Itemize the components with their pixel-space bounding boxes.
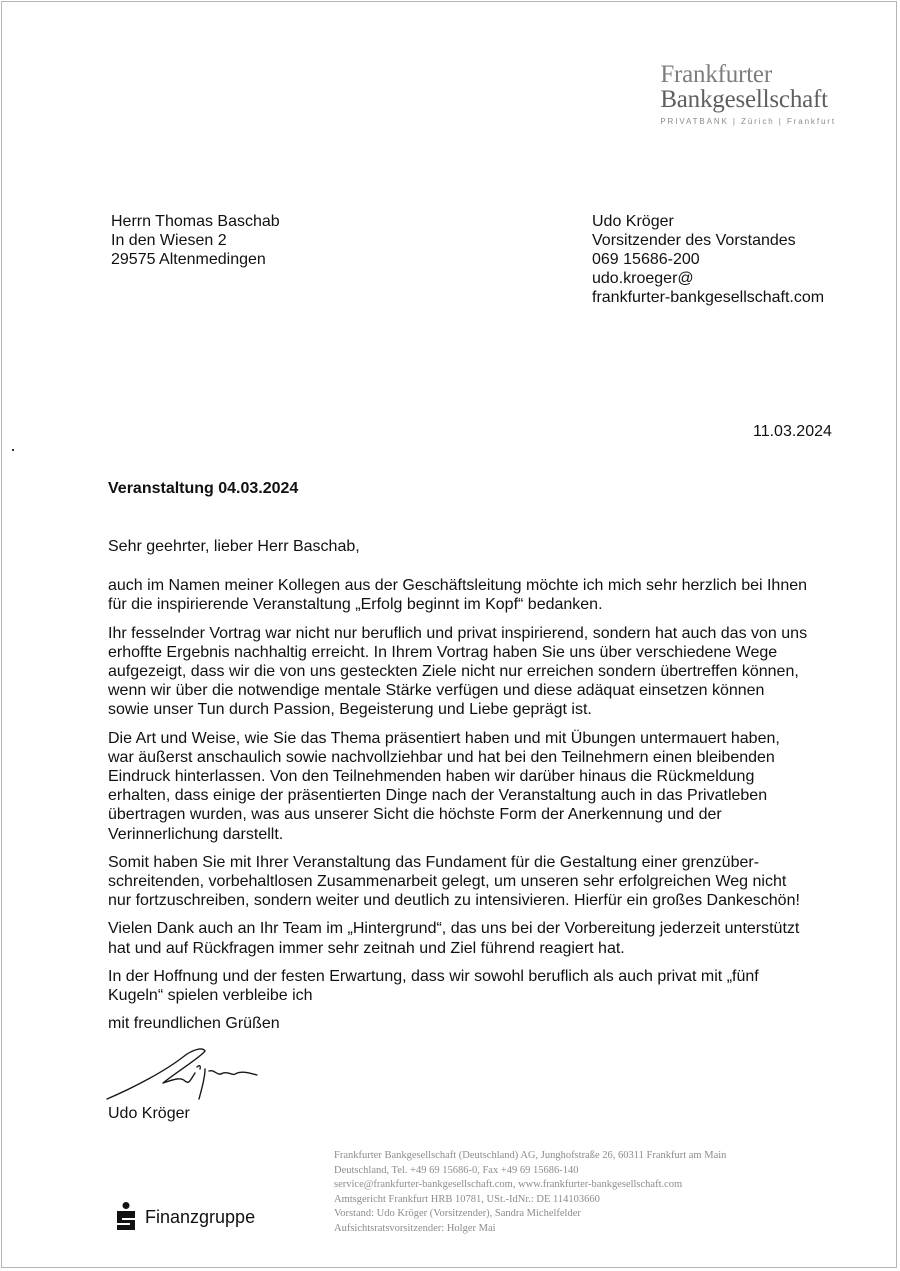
- logo-word-bankgesellschaft: Bankgesellschaft: [660, 86, 828, 113]
- recipient-street: In den Wiesen 2: [111, 232, 227, 249]
- letter-body: [108, 537, 843, 1042]
- signer-name: Udo Kröger: [108, 1105, 190, 1122]
- imprint-line: Aufsichtsratsvorsitzender: Holger Mai: [334, 1222, 496, 1234]
- paragraph: [108, 576, 843, 614]
- recipient-city: 29575 Altenmedingen: [111, 251, 266, 268]
- body-line: Somit haben Sie mit Ihrer Veranstaltung das Fundament für die Gestaltung einer grenzüber-: [108, 853, 760, 871]
- body-line: Verinnerlichung darstellt.: [108, 825, 284, 843]
- body-line: In der Hoffnung und der festen Erwartung, dass wir sowohl beruflich als auch privat mit „fünf: [108, 967, 759, 985]
- paragraph: [108, 624, 843, 720]
- sender-email-domain: frankfurter-bankgesellschaft.com: [592, 289, 825, 306]
- body-line: auch im Namen meiner Kollegen aus der Geschäftsleitung möchte ich mich sehr herzlich bei Ihnen: [108, 577, 808, 595]
- imprint-line: Frankfurter Bankgesellschaft (Deutschland) AG, Junghofstraße 26, 60311 Frankfurt am Main: [334, 1150, 727, 1161]
- bank-logo: [660, 62, 836, 126]
- imprint-line: Amtsgericht Frankfurt HRB 10781, USt.-IdNr.: DE 114103660: [334, 1193, 600, 1205]
- sender-contact: [592, 212, 824, 307]
- letter-subject: Veranstaltung 04.03.2024: [108, 480, 299, 497]
- recipient-name: Herrn Thomas Baschab: [111, 213, 280, 230]
- body-line: nur fortzuschreiben, sondern weiter und deutlich zu intensivieren. Hierfür ein großes Dankeschön!: [108, 892, 800, 910]
- sender-name: Udo Kröger: [592, 213, 674, 230]
- body-line: Kugeln“ spielen verbleibe ich: [108, 987, 313, 1005]
- body-line: Ihr fesselnder Vortrag war nicht nur beruflich und privat inspirierend, sondern hat auch das von uns: [108, 624, 808, 642]
- closing: mit freundlichen Grüßen: [108, 1015, 280, 1033]
- body-line: wenn wir über die notwendige mentale Stärke verfügen und diese adäquat einsetzen können: [108, 682, 765, 700]
- logo-tagline: PRIVATBANK | Zürich | Frankfurt: [660, 117, 836, 126]
- body-line: erhalten, dass einige der präsentierten Dinge nach der Veranstaltung auch in das Privatleben: [108, 787, 768, 805]
- imprint-line: service@frankfurter-bankgesellschaft.com, www.frankfurter-bankgesellschaft.com: [334, 1179, 683, 1191]
- finanzgruppe-logo: [115, 1202, 255, 1232]
- body-line: schreitenden, vorbehaltlosen Zusammenarbeit gelegt, um unseren sehr erfolgreichen Weg nicht: [108, 873, 787, 891]
- body-line: war äußerst anschaulich sowie nachvollziehbar und hat bei den Teilnehmern einen bleibenden: [108, 748, 775, 766]
- paragraph: [108, 853, 843, 911]
- letter-date: 11.03.2024: [753, 423, 832, 440]
- imprint-line: Vorstand: Udo Kröger (Vorsitzender), Sandra Michelfelder: [334, 1208, 581, 1220]
- sender-email-user: udo.kroeger@: [592, 270, 694, 287]
- paragraph: [108, 729, 843, 844]
- body-line: sowie unser Tun durch Passion, Begeisterung und Liebe geprägt ist.: [108, 701, 592, 719]
- salutation: Sehr geehrter, lieber Herr Baschab,: [108, 538, 360, 555]
- body-line: erhoffte Ergebnis nachhaltig erreicht. In Ihrem Vortrag haben Sie uns über verschiedene Wege: [108, 643, 778, 661]
- company-imprint: [334, 1149, 726, 1237]
- sparkasse-s-icon: [115, 1202, 137, 1232]
- sender-phone: 069 15686-200: [592, 251, 700, 268]
- finanzgruppe-label: Finanzgruppe: [145, 1206, 256, 1227]
- body-line: Die Art und Weise, wie Sie das Thema präsentiert haben und mit Übungen untermauert haben,: [108, 729, 780, 747]
- body-line: Eindruck hinterlassen. Von den Teilnehmenden haben wir darüber hinaus die Rückmeldung: [108, 768, 755, 786]
- fold-mark: [12, 449, 14, 451]
- paragraph: [108, 967, 843, 1005]
- paragraph: [108, 919, 843, 957]
- body-line: übertragen wurden, was aus unserer Sicht die höchste Form der Anerkennung und der: [108, 806, 722, 824]
- logo-word-frankfurter: Frankfurter: [660, 61, 772, 88]
- handwritten-signature: [105, 1043, 265, 1107]
- body-line: aufgezeigt, dass wir die von uns gesteckten Ziele nicht nur erreichen sondern übertreffen können,: [108, 663, 799, 681]
- imprint-line: Deutschland, Tel. +49 69 15686-0, Fax +49 69 15686-140: [334, 1164, 579, 1176]
- body-line: hat und auf Rückfragen immer sehr zeitnah und Ziel führend reagiert hat.: [108, 939, 625, 957]
- recipient-address: [111, 212, 280, 269]
- body-line: für die inspirierende Veranstaltung „Erfolg beginnt im Kopf“ bedanken.: [108, 596, 603, 614]
- body-line: Vielen Dank auch an Ihr Team im „Hintergrund“, das uns bei der Vorbereitung jederzeit unterstützt: [108, 920, 800, 938]
- sender-title: Vorsitzender des Vorstandes: [592, 232, 796, 249]
